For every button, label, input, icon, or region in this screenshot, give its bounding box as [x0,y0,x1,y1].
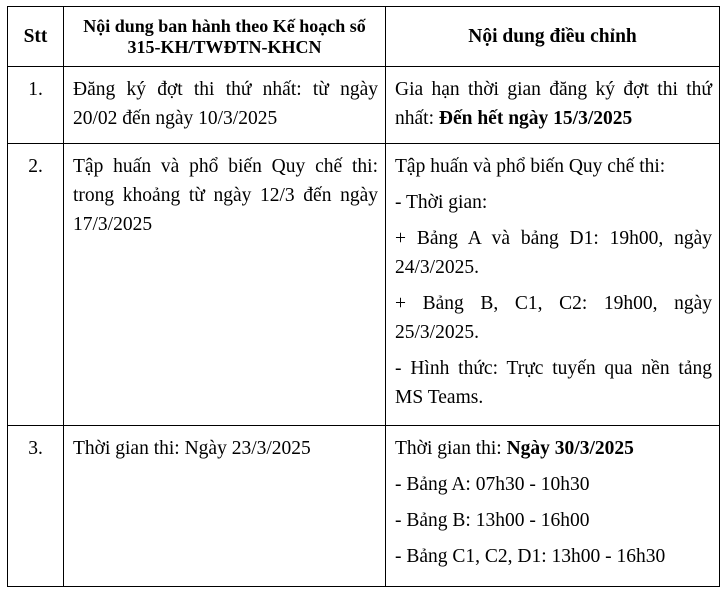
adjusted-content-text: Thời gian thi: Ngày 30/3/2025 [395,438,634,459]
adjusted-deadline: Đến hết ngày 15/3/2025 [438,108,633,129]
adjusted-content-text: + Bảng A và bảng D1: 19h00, ngày 24/3/2025. [395,228,712,278]
adjusted-content-text: - Bảng A: 07h30 - 10h30 [395,474,590,495]
original-content-cell [64,67,386,144]
row-number: 3. [8,426,64,587]
adjusted-content-text: Tập huấn và phổ biến Quy chế thi: [395,156,666,177]
schedule-adjustment-table [7,6,720,587]
adjusted-content-cell [386,144,720,426]
original-content-text: Thời gian thi: Ngày 23/3/2025 [73,438,311,459]
table-row [8,144,720,426]
header-adjusted-content: Nội dung điều chỉnh [386,7,720,67]
table-row [8,426,720,587]
table-header-row [8,7,720,67]
header-stt: Stt [8,7,64,67]
original-content-text: Đăng ký đợt thi thứ nhất: từ ngày 20/02 đến ngày 10/3/2025 [73,79,378,129]
adjusted-content-text: + Bảng B, C1, C2: 19h00, ngày 25/3/2025. [395,293,712,343]
adjusted-content-cell [386,67,720,144]
original-content-cell [64,144,386,426]
adjusted-content-text: - Thời gian: [395,192,488,213]
original-content-text: Tập huấn và phổ biến Quy chế thi: trong khoảng từ ngày 12/3 đến ngày 17/3/2025 [73,156,378,235]
row-number: 2. [8,144,64,426]
adjusted-content-text: Gia hạn thời gian đăng ký đợt thi thứ nhất: Đến hết ngày 15/3/2025 [395,79,712,129]
adjusted-exam-date: Ngày 30/3/2025 [506,438,634,459]
table-row [8,67,720,144]
adjusted-content-text: - Bảng C1, C2, D1: 13h00 - 16h30 [395,546,666,567]
adjusted-content-cell [386,426,720,587]
adjusted-content-text: - Bảng B: 13h00 - 16h00 [395,510,590,531]
row-number: 1. [8,67,64,144]
original-content-cell [64,426,386,587]
header-original-content: Nội dung ban hành theo Kế hoạch số 315-KH/TWĐTN-KHCN [64,7,386,67]
adjusted-content-text: - Hình thức: Trực tuyến qua nền tảng MS Teams. [395,358,712,408]
